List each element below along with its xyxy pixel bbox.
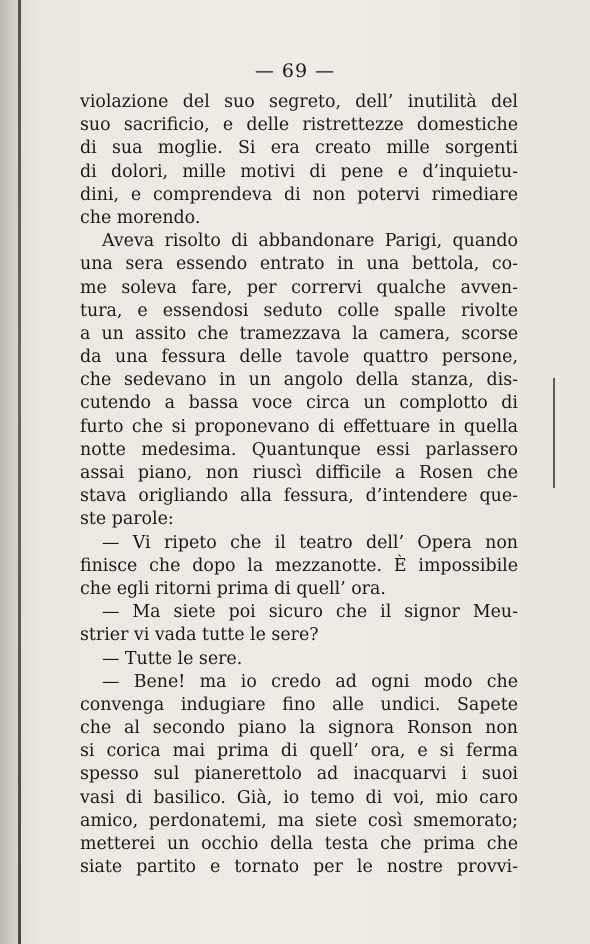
- text-line: di sua moglie. Si era creato mille sorgenti: [80, 138, 518, 159]
- text-line: me soleva fare, per corrervi qualche avven-: [80, 277, 518, 298]
- text-line: stava origliando alla fessura, d’intendere que-: [80, 486, 518, 507]
- text-line: — Tutte le sere.: [102, 648, 243, 669]
- page-binding-edge: [18, 0, 21, 944]
- body-text: [80, 91, 518, 879]
- text-line: dini, e comprendeva di non potervi rimediare: [80, 184, 518, 205]
- text-line: che al secondo piano la signora Ronson non: [80, 718, 518, 739]
- text-line: metterei un occhio della testa che prima che: [80, 834, 518, 854]
- page-number: — 69 —: [254, 60, 336, 82]
- text-line: tura, e essendosi seduto colle spalle rivolte: [80, 300, 518, 321]
- text-line: — Ma siete poi sicuro che il signor Meu-: [102, 602, 518, 623]
- text-line: finisce che dopo la mezzanotte. È impossibile: [80, 555, 518, 576]
- text-line: ste parole:: [80, 509, 174, 530]
- text-line: convenga indugiare fino alle undici. Sapete: [80, 694, 518, 715]
- page-gutter-shadow: [0, 0, 18, 944]
- text-line: suo sacrificio, e delle ristrettezze domestiche: [80, 115, 518, 136]
- text-line: spesso sul pianerettolo ad inacquarvi i suoi: [80, 764, 518, 785]
- text-line: che egli ritorni prima di quell’ ora.: [80, 578, 386, 599]
- text-line: che sedevano in un angolo della stanza, dis-: [80, 370, 518, 391]
- text-line: assai piano, non riuscì difficile a Rosen che: [80, 463, 518, 483]
- text-line: amico, perdonatemi, ma siete così smemorato;: [80, 810, 518, 831]
- text-line: notte medesima. Quantunque essi parlassero: [80, 439, 518, 460]
- text-line: a un assito che tramezzava la camera, scorse: [80, 323, 518, 344]
- text-line: cutendo a bassa voce circa un complotto di: [80, 393, 518, 414]
- text-line: da una fessura delle tavole quattro persone,: [80, 347, 518, 368]
- text-line: vasi di basilico. Già, io temo di voi, mio caro: [80, 787, 518, 808]
- text-line: — Bene! ma io credo ad ogni modo che: [102, 671, 518, 692]
- text-line: strier vi vada tutte le sere?: [80, 625, 319, 646]
- text-line: di dolori, mille motivi di pene e d’inquietu-: [80, 161, 518, 182]
- text-line: furto che si proponevano di effettuare in quella: [80, 416, 518, 437]
- text-line: Aveva risolto di abbandonare Parigi, quando: [102, 231, 518, 252]
- text-line: siate partito e tornato per le nostre provvi-: [80, 857, 518, 878]
- margin-pencil-mark: [553, 378, 555, 488]
- text-line: violazione del suo segreto, dell’ inutilità del: [80, 92, 518, 112]
- text-line: una sera essendo entrato in una bettola, co-: [80, 254, 518, 275]
- text-line: si corica mai prima di quell’ ora, e si ferma: [80, 741, 518, 762]
- text-line: — Vi ripeto che il teatro dell’ Opera non: [102, 532, 518, 553]
- text-line: che morendo.: [80, 207, 201, 228]
